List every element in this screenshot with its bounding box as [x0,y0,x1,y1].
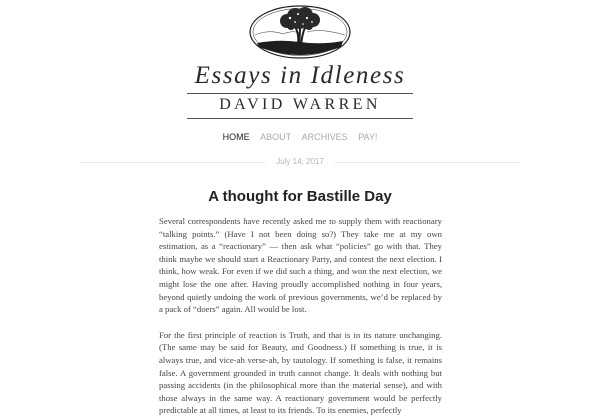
site-author: DAVID WARREN [219,96,381,113]
nav-item-pay[interactable]: PAY! [358,132,378,142]
post-date: July 14, 2017 [276,157,324,166]
site-header [0,0,600,122]
title-divider-top [187,93,413,94]
site-title[interactable]: Essays in Idleness [194,62,406,89]
post-paragraph-2: For the first principle of reaction is Truth, and that is in its nature unchanging. (The same may be said for Beauty, and Goodness.) If something is true, it is always true, and vice-ah verse-ah, by tautology. If something is false, it remains false. A government grounded in truth cannot change. It deals with nothing but passing accidents (in the philosophical more than the material sense), and with those always in the same way. A reactionary government would be perfectly predictable at all times, at least to its friends. To its enemies, perfectly [159,329,442,416]
date-divider-right [335,162,520,163]
main-nav [0,132,600,142]
tree-oval-logo[interactable] [249,5,351,59]
nav-item-archives[interactable]: ARCHIVES [301,132,348,142]
nav-item-about[interactable]: ABOUT [260,132,292,142]
post-body [159,215,442,417]
post-title[interactable]: A thought for Bastille Day [208,188,392,205]
nav-item-home[interactable]: HOME [222,132,250,142]
post-paragraph-1: Several correspondents have recently asked me to supply them with reactionary “talking points.” (Have I not been doing so?) They take me at my own estimation, as a “reactionary” — then ask what “policies” go with that. They think maybe we should start a Reactionary Party, and contest the next election. I think, how weak. For even if we did such a thing, and won the next election, we might lose the one after. Having proudly accomplished nothing in four years, beyond quietly undoing the work of previous governments, we’d be replaced by a pack of “doers” again. All would be lost. [159,216,442,315]
title-divider-bottom [187,118,413,119]
